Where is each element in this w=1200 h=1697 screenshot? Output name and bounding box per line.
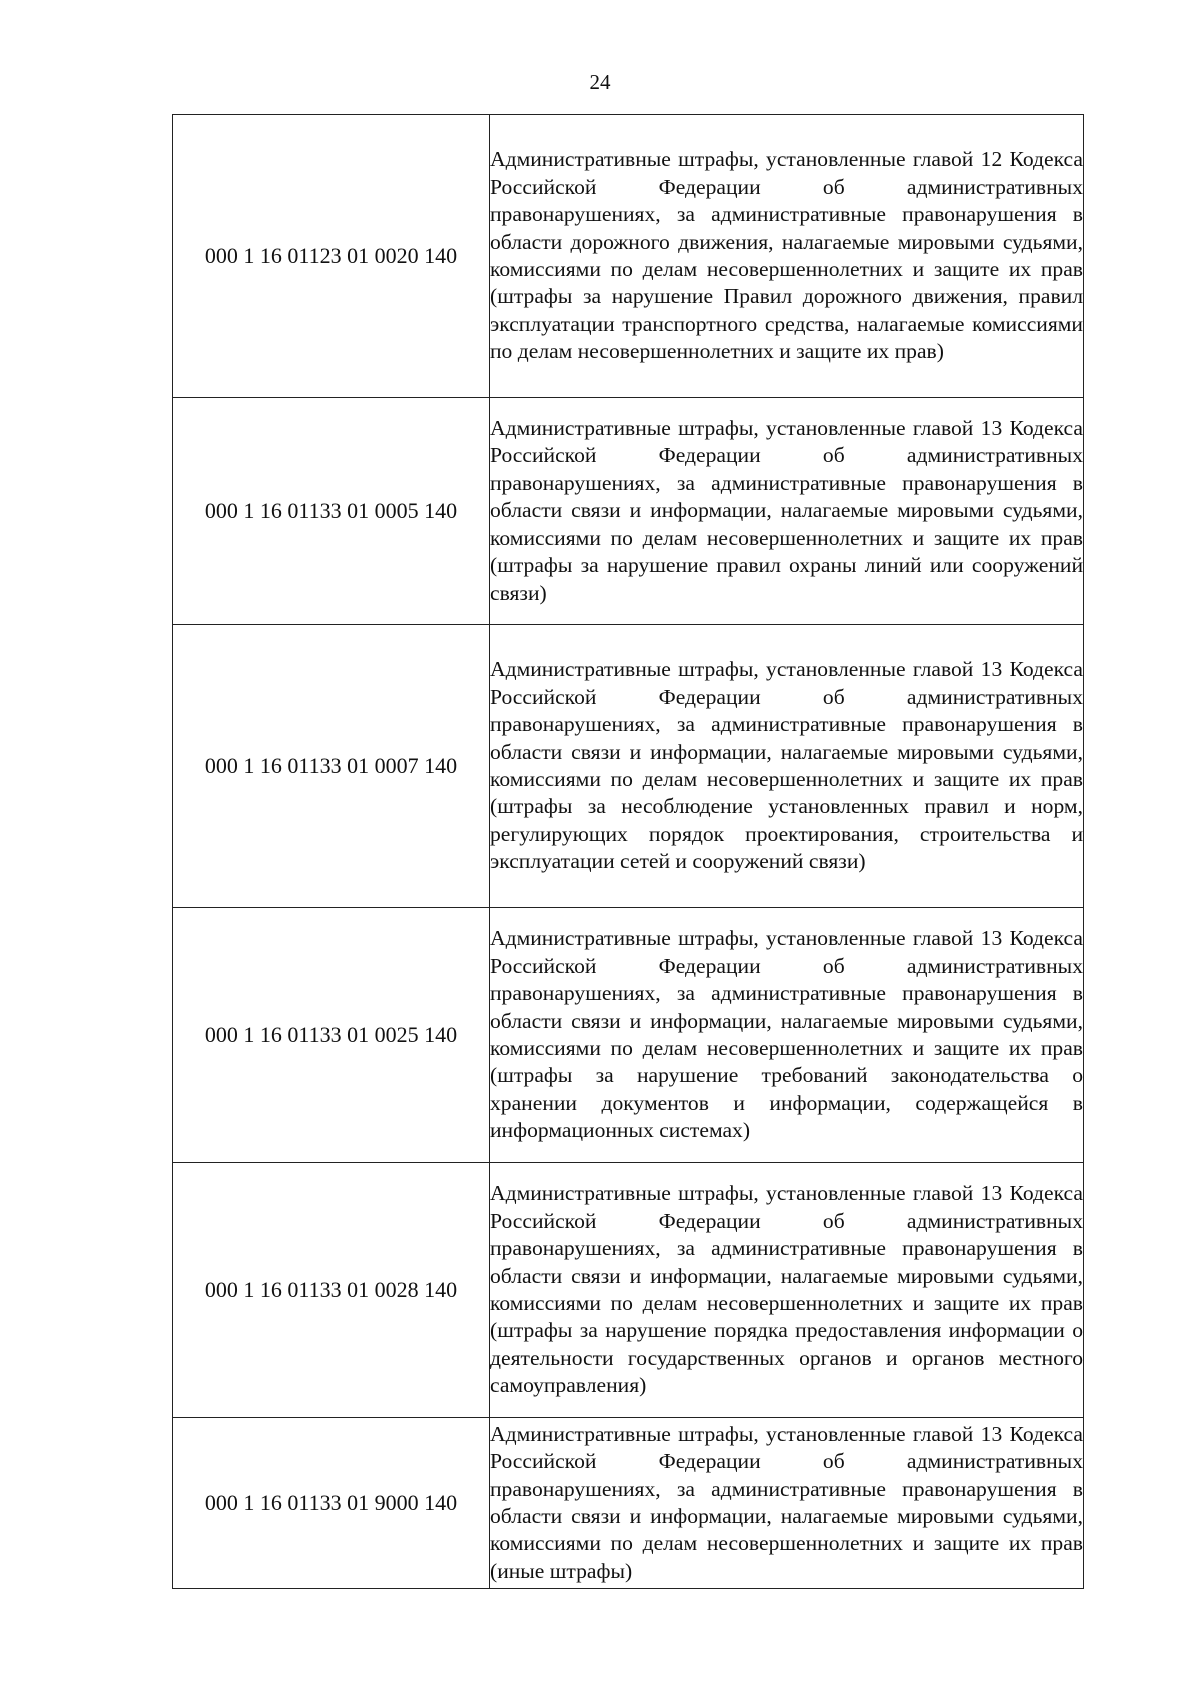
table-row	[173, 115, 1084, 398]
page-number: 24	[589, 70, 611, 94]
code-cell: 000 1 16 01133 01 0028 140	[173, 1163, 490, 1418]
description-cell: Административные штрафы, установленные главой 13 Кодекса Российской Федерации об административных правонарушениях, за административные правонарушения в области связи и информации, налагаемые мировыми судьями, комиссиями по делам несовершеннолетних и защите их прав (иные штрафы)	[490, 1418, 1084, 1589]
table-row	[173, 908, 1084, 1163]
code-cell: 000 1 16 01133 01 0007 140	[173, 625, 490, 908]
code-cell: 000 1 16 01133 01 9000 140	[173, 1418, 490, 1589]
table-row	[173, 398, 1084, 625]
code-cell: 000 1 16 01123 01 0020 140	[173, 115, 490, 398]
description-cell: Административные штрафы, установленные главой 13 Кодекса Российской Федерации об административных правонарушениях, за административные правонарушения в области связи и информации, налагаемые мировыми судьями, комиссиями по делам несовершеннолетних и защите их прав (штрафы за нарушение требований законодательства о хранении документов и информации, содержащейся в информационных системах)	[490, 908, 1084, 1163]
table-row	[173, 1163, 1084, 1418]
budget-codes-table	[172, 114, 1084, 1589]
description-cell: Административные штрафы, установленные главой 13 Кодекса Российской Федерации об административных правонарушениях, за административные правонарушения в области связи и информации, налагаемые мировыми судьями, комиссиями по делам несовершеннолетних и защите их прав (штрафы за нарушение правил охраны линий или сооружений связи)	[490, 398, 1084, 625]
table-row	[173, 625, 1084, 908]
code-cell: 000 1 16 01133 01 0025 140	[173, 908, 490, 1163]
description-cell: Административные штрафы, установленные главой 13 Кодекса Российской Федерации об административных правонарушениях, за административные правонарушения в области связи и информации, налагаемые мировыми судьями, комиссиями по делам несовершеннолетних и защите их прав (штрафы за несоблюдение установленных правил и норм, регулирующих порядок проектирования, строительства и эксплуатации сетей и сооружений связи)	[490, 625, 1084, 908]
table-row	[173, 1418, 1084, 1589]
code-cell: 000 1 16 01133 01 0005 140	[173, 398, 490, 625]
description-cell: Административные штрафы, установленные главой 12 Кодекса Российской Федерации об административных правонарушениях, за административные правонарушения в области дорожного движения, налагаемые мировыми судьями, комиссиями по делам несовершеннолетних и защите их прав (штрафы за нарушение Правил дорожного движения, правил эксплуатации транспортного средства, налагаемые комиссиями по делам несовершеннолетних и защите их прав)	[490, 115, 1084, 398]
description-cell: Административные штрафы, установленные главой 13 Кодекса Российской Федерации об административных правонарушениях, за административные правонарушения в области связи и информации, налагаемые мировыми судьями, комиссиями по делам несовершеннолетних и защите их прав (штрафы за нарушение порядка предоставления информации о деятельности государственных органов и органов местного самоуправления)	[490, 1163, 1084, 1418]
